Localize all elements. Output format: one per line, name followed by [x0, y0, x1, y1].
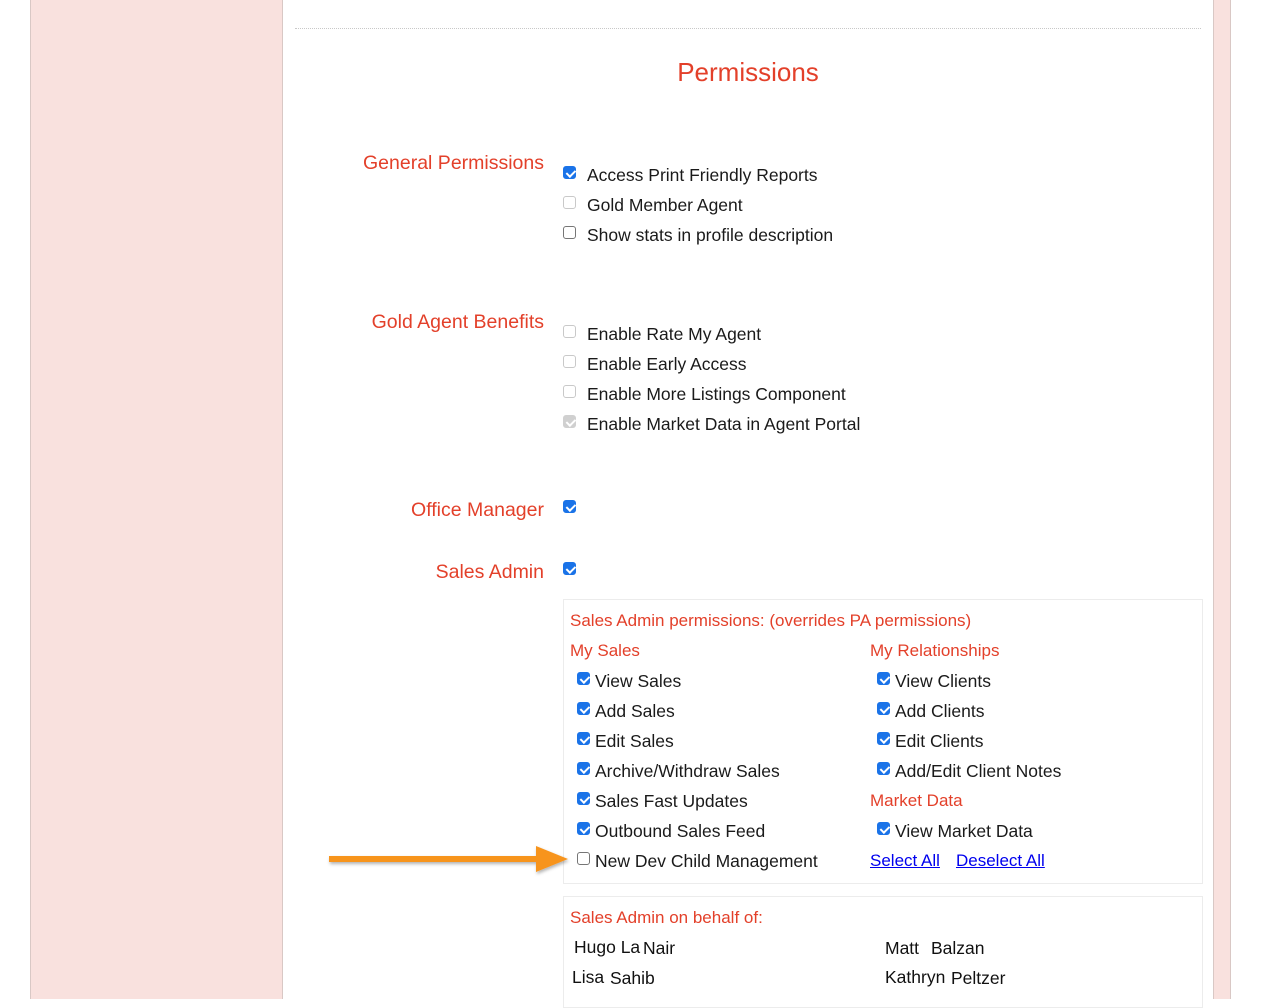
view-market-data-label: View Market Data	[895, 821, 1033, 841]
sales-admin-permissions-title: Sales Admin permissions: (overrides PA permissions)	[570, 611, 972, 630]
person-last-name[interactable]: Balzan	[931, 938, 985, 958]
view-clients-label: View Clients	[895, 671, 991, 691]
view-sales-label: View Sales	[595, 671, 682, 691]
enable-early-access-checkbox[interactable]	[563, 355, 576, 368]
outbound-sales-feed-label: Outbound Sales Feed	[595, 821, 766, 841]
general-permissions-label: General Permissions	[363, 152, 544, 174]
edit-clients-label: Edit Clients	[895, 731, 984, 751]
add-clients-checkbox[interactable]	[877, 702, 890, 715]
on-behalf-title: Sales Admin on behalf of:	[570, 908, 763, 927]
enable-market-data-checkbox[interactable]	[563, 415, 576, 428]
access-print-friendly-reports-label: Access Print Friendly Reports	[587, 165, 818, 185]
add-sales-label: Add Sales	[595, 701, 675, 721]
left-sidebar	[30, 0, 283, 999]
sales-admin-label: Sales Admin	[435, 561, 544, 583]
add-edit-client-notes-checkbox[interactable]	[877, 762, 890, 775]
enable-rate-my-agent-label: Enable Rate My Agent	[587, 324, 762, 344]
person-first-name[interactable]: Hugo La	[574, 937, 641, 957]
deselect-all-link[interactable]: Deselect All	[956, 851, 1045, 870]
annotation-arrow-icon	[326, 843, 572, 877]
sales-admin-checkbox[interactable]	[563, 562, 576, 575]
edit-clients-checkbox[interactable]	[877, 732, 890, 745]
select-all-link[interactable]: Select All	[870, 851, 940, 870]
add-edit-client-notes-label: Add/Edit Client Notes	[895, 761, 1062, 781]
archive-withdraw-sales-label: Archive/Withdraw Sales	[595, 761, 780, 781]
add-sales-checkbox[interactable]	[577, 702, 590, 715]
add-clients-label: Add Clients	[895, 701, 985, 721]
market-data-heading: Market Data	[870, 791, 963, 810]
new-dev-child-management-label: New Dev Child Management	[595, 851, 818, 871]
edit-sales-label: Edit Sales	[595, 731, 674, 751]
enable-market-data-label: Enable Market Data in Agent Portal	[587, 414, 861, 434]
office-manager-checkbox[interactable]	[563, 500, 576, 513]
archive-withdraw-sales-checkbox[interactable]	[577, 762, 590, 775]
outbound-sales-feed-checkbox[interactable]	[577, 822, 590, 835]
show-stats-checkbox[interactable]	[563, 226, 576, 239]
right-strip	[1213, 0, 1231, 999]
top-divider	[295, 28, 1201, 29]
person-first-name[interactable]: Matt	[885, 938, 920, 958]
enable-more-listings-label: Enable More Listings Component	[587, 384, 846, 404]
view-clients-checkbox[interactable]	[877, 672, 890, 685]
office-manager-label: Office Manager	[411, 499, 544, 521]
my-relationships-heading: My Relationships	[870, 641, 1000, 660]
person-last-name[interactable]: Peltzer	[951, 968, 1006, 988]
show-stats-label: Show stats in profile description	[587, 225, 834, 245]
sales-fast-updates-label: Sales Fast Updates	[595, 791, 748, 811]
person-last-name[interactable]: Sahib	[610, 968, 655, 988]
access-print-friendly-reports-checkbox[interactable]	[563, 166, 576, 179]
my-sales-heading: My Sales	[570, 641, 640, 660]
edit-sales-checkbox[interactable]	[577, 732, 590, 745]
person-last-name[interactable]: Nair	[643, 938, 676, 958]
enable-more-listings-checkbox[interactable]	[563, 385, 576, 398]
view-market-data-checkbox[interactable]	[877, 822, 890, 835]
enable-early-access-label: Enable Early Access	[587, 354, 747, 374]
sales-fast-updates-checkbox[interactable]	[577, 792, 590, 805]
person-first-name[interactable]: Lisa	[572, 967, 605, 987]
enable-rate-my-agent-checkbox[interactable]	[563, 325, 576, 338]
view-sales-checkbox[interactable]	[577, 672, 590, 685]
gold-member-agent-label: Gold Member Agent	[587, 195, 743, 215]
gold-agent-benefits-label: Gold Agent Benefits	[371, 311, 544, 333]
page-title: Permissions	[677, 57, 819, 87]
new-dev-child-management-checkbox[interactable]	[577, 852, 590, 865]
gold-member-agent-checkbox[interactable]	[563, 196, 576, 209]
person-first-name[interactable]: Kathryn	[885, 967, 946, 987]
